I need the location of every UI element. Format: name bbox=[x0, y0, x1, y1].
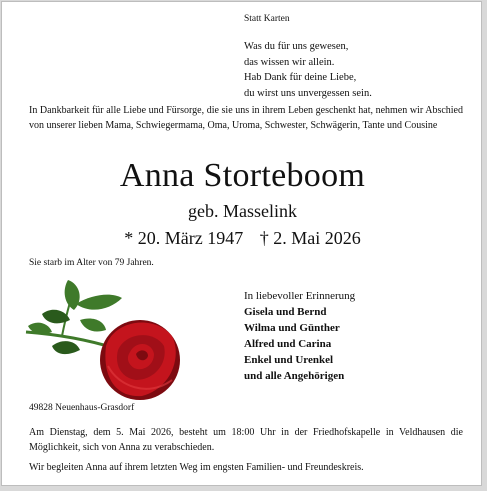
red-rose-icon bbox=[22, 276, 194, 404]
mourner-name: Alfred und Carina bbox=[244, 338, 332, 350]
closing-line: Wir begleiten Anna auf ihrem letzten Weg im engsten Familien- und Freundeskreis. bbox=[29, 462, 364, 473]
maiden-name: geb. Masselink bbox=[188, 201, 297, 221]
age-line: Sie starb im Alter von 79 Jahren. bbox=[29, 258, 154, 268]
intro-paragraph: In Dankbarkeit für alle Liebe und Fürsorge, die sie uns in ihrem Leben geschenkt hat, nehmen wir Abschied von unserer lieben Mama, Schwiegermama, Oma, Uroma, Schwester, Schwägerin, Tante und Cousine bbox=[29, 105, 463, 131]
poem-line: Was du für uns gewesen, bbox=[244, 41, 349, 52]
statt-karten-label: Statt Karten bbox=[244, 14, 290, 24]
address: 49828 Neuenhaus-Grasdorf bbox=[29, 403, 135, 413]
mourners-block bbox=[244, 288, 355, 384]
poem-line: das wissen wir allein. bbox=[244, 56, 335, 68]
mourner-name: Wilma und Günther bbox=[244, 322, 340, 334]
deceased-name: Anna Storteboom bbox=[119, 157, 366, 194]
mourners-heading: In liebevoller Erinnerung bbox=[244, 290, 356, 302]
ceremony-paragraph: Am Dienstag, dem 5. Mai 2026, besteht um 18:00 Uhr in der Friedhofskapelle in Veldhausen die Möglichkeit, sich von Anna zu verabschieden. bbox=[29, 427, 463, 453]
death-date: † 2. Mai 2026 bbox=[259, 228, 361, 248]
poem-line: Hab Dank für deine Liebe, bbox=[244, 72, 357, 83]
mourner-name: Enkel und Urenkel bbox=[244, 354, 334, 366]
mourner-name: Gisela und Bernd bbox=[244, 306, 327, 318]
birth-date: * 20. März 1947 bbox=[124, 228, 244, 248]
obituary-card bbox=[1, 1, 482, 486]
mourner-name: und alle Angehörigen bbox=[244, 370, 345, 382]
poem bbox=[244, 39, 372, 101]
life-dates bbox=[2, 227, 483, 249]
poem-line: du wirst uns unvergessen sein. bbox=[244, 87, 372, 99]
